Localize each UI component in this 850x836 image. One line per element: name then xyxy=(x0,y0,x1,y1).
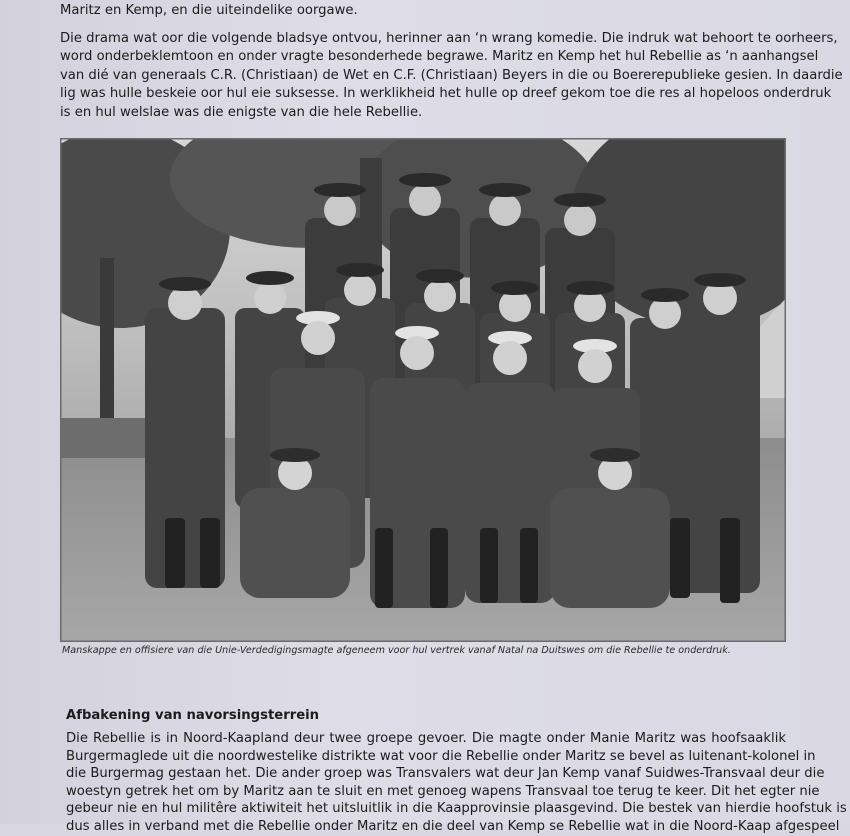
photo-caption: Manskappe en offisiere van die Unie-Verdedigingsmagte afgeneem voor hul vertrek vanaf Natal na Duitswes om die Rebellie te onderdruk. xyxy=(62,645,731,656)
section-line-3: die Burgermag gestaan het. Die ander groep was Transvalers wat deur Jan Kemp vanaf Suidwes-Transvaal deur die xyxy=(66,766,825,782)
section-line-2: Burgermaglede uit die noordwestelike distrikte wat voor die Rebellie onder Maritz se bevel as luitenant-kolonel in xyxy=(66,748,816,764)
intro-line-1: Die drama wat oor die volgende bladsye ontvou, herinner aan ‘n wrang komedie. Die indruk wat behoort te oorheers, xyxy=(60,31,838,46)
section-line-6: dus alles in verband met die Rebellie onder Maritz en die deel van Kemp se Rebellie wat in die Noord-Kaap afgespeel xyxy=(66,818,840,834)
intro-top-line: Maritz en Kemp, en die uiteindelike oorgawe. xyxy=(60,3,358,18)
group-photo-illustration xyxy=(60,138,786,642)
section-paragraph xyxy=(66,730,847,836)
intro-line-2: word onderbeklemtoon en onder vragte besonderhede begrawe. Maritz en Kemp het hul Rebellie as ‘n aanhangsel xyxy=(60,49,819,65)
historical-group-photo xyxy=(60,138,786,642)
intro-line-4: lig was hulle beskeie oor hul eie suksesse. In werklikheid het hulle op dreef gekom toe die res al hopeloos onderdruk xyxy=(60,86,832,102)
intro-paragraph xyxy=(60,30,843,122)
section-heading: Afbakening van navorsingsterrein xyxy=(66,708,320,723)
section-line-5: gebeur nie en hul militêre aktiwiteit het uitsluitlik in die Kaapprovinsie plaasgevind. Die bestek van hierdie hoofstuk is xyxy=(66,801,847,817)
intro-line-3: van dié van generaals C.R. (Christiaan) de Wet en C.F. (Christiaan) Beyers in die ou Boererepublieke gesien. In daardie xyxy=(60,67,843,83)
section-line-1: Die Rebellie is in Noord-Kaapland deur twee groepe gevoer. Die magte onder Manie Maritz was hoofsaaklik xyxy=(66,731,786,746)
section-line-4: woestyn getrek het om by Maritz aan te sluit en met genoeg wapens Transvaal toe terug te keer. Dit het egter nie xyxy=(66,783,820,799)
intro-line-5: is en hul welslae was die enigste van die hele Rebellie. xyxy=(60,104,423,120)
